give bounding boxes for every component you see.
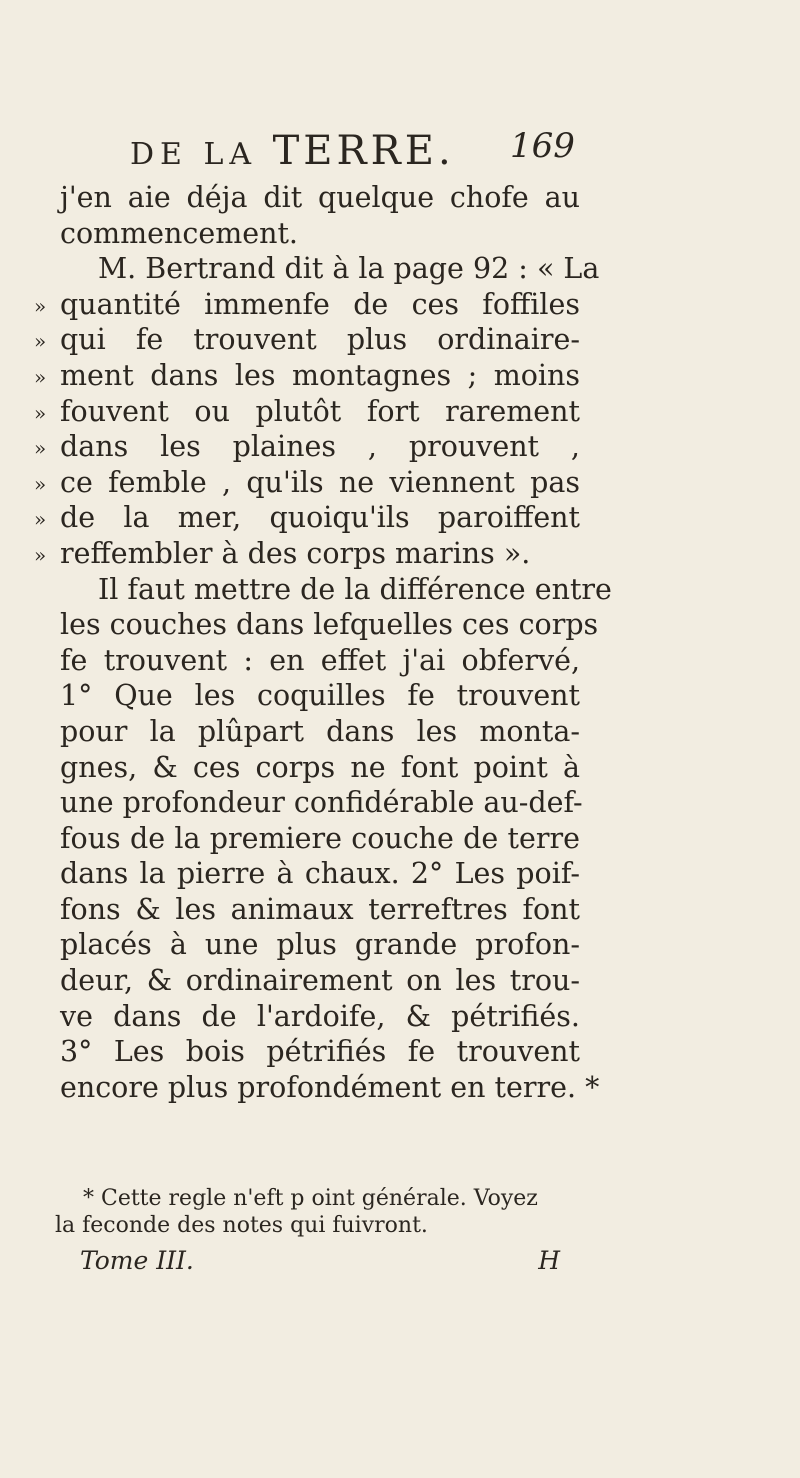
text-line: » reffembler à des corps marins ».	[60, 536, 580, 572]
text-line: Il faut mettre de la différence entre	[98, 572, 612, 606]
text-line: placés à une plus grande profon-	[60, 928, 580, 962]
quote-mark: »	[34, 329, 47, 354]
quote-mark: »	[34, 471, 47, 496]
text-line: fous de la premiere couche de terre	[60, 821, 580, 855]
quote-mark: »	[34, 542, 47, 567]
text-line: » qui fe trouvent plus ordinaire-	[60, 322, 580, 358]
text-line: j'en aie déja dit quelque chofe au	[60, 181, 580, 214]
text-line: les couches dans lefquelles ces corps	[60, 608, 599, 642]
quote-mark: »	[34, 364, 47, 389]
text-line: fe trouvent : en effet j'ai obfervé,	[60, 643, 580, 677]
text-line: pour la plûpart dans les monta-	[60, 714, 580, 748]
footnote	[55, 1185, 575, 1239]
quote-mark: »	[34, 293, 47, 318]
text-line: ve dans de l'ardoife, & pétrifiés.	[60, 999, 580, 1033]
text-line: M. Bertrand dit à la page 92 : « La	[98, 252, 600, 286]
running-title-word: TERRE.	[272, 128, 455, 174]
main-text	[34, 180, 612, 1105]
text-line: dans la pierre à chaux. 2° Les poif-	[60, 857, 580, 891]
quote-mark: »	[34, 400, 47, 425]
quote-mark: »	[34, 436, 47, 461]
text-line: une profondeur confidérable au-def-	[60, 786, 583, 820]
footnote-line: la feconde des notes qui fuivront.	[55, 1213, 428, 1238]
text-line: » ce femble , qu'ils ne viennent pas	[60, 465, 580, 501]
text-line: deur, & ordinairement on les trou-	[60, 964, 580, 998]
text-line: 1° Que les coquilles fe trouvent	[60, 679, 580, 713]
page-number: 169	[510, 126, 575, 166]
text-line: » de la mer, quoiqu'ils paroiffent	[60, 500, 580, 536]
signature-line	[80, 1246, 560, 1275]
running-header	[130, 128, 570, 174]
text-line: » fouvent ou plutôt fort rarement	[60, 394, 580, 430]
quote-mark: »	[34, 507, 47, 532]
text-line: » quantité immenfe de ces foffiles	[60, 287, 580, 323]
text-line: » dans les plaines , prouvent ,	[60, 429, 580, 465]
signature-mark: H	[538, 1246, 560, 1275]
text-line: gnes, & ces corps ne font point à	[60, 750, 580, 784]
footnote-line: * Cette regle n'eft p oint générale. Voyez	[83, 1186, 538, 1211]
text-line: » ment dans les montagnes ; moins	[60, 358, 580, 394]
text-line: 3° Les bois pétrifiés fe trouvent	[60, 1035, 580, 1069]
text-line: commencement.	[60, 216, 298, 250]
running-title-prefix: DE LA	[130, 137, 258, 172]
text-line: fons & les animaux terreftres font	[60, 892, 580, 926]
volume-label: Tome III.	[80, 1246, 194, 1275]
text-line: encore plus profondément en terre. *	[60, 1070, 600, 1104]
